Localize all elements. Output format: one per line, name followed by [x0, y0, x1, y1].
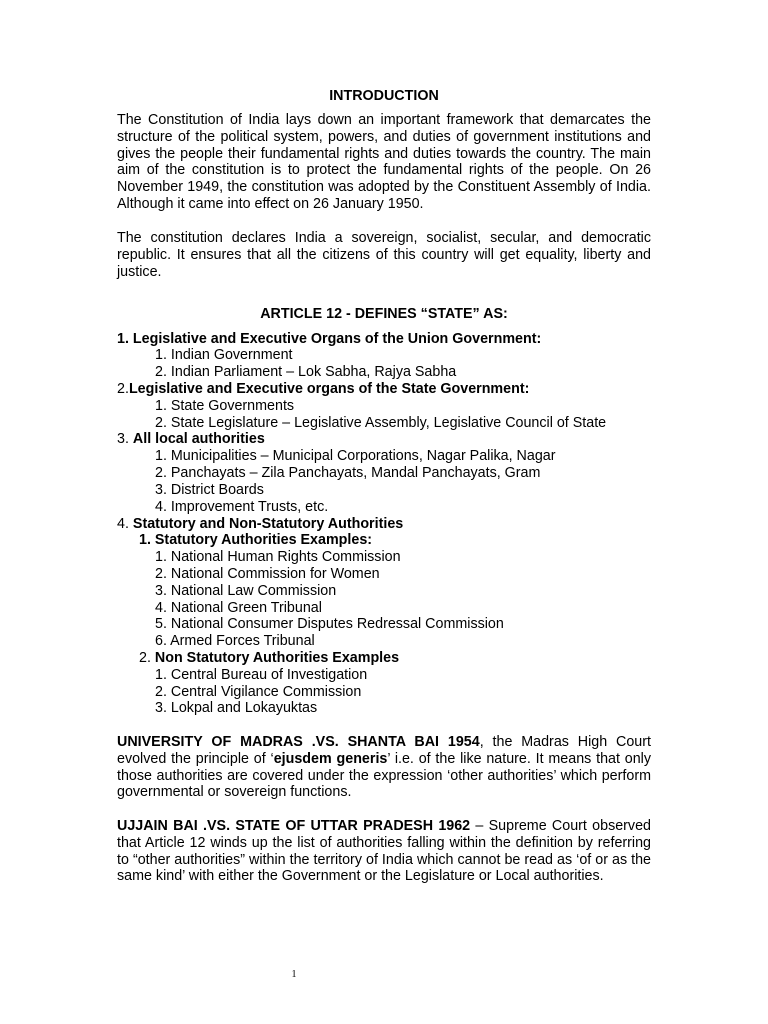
list-item: 4. Improvement Trusts, etc. — [155, 499, 329, 515]
list-item: 6. Armed Forces Tribunal — [155, 633, 315, 649]
intro-title: INTRODUCTION — [329, 88, 439, 104]
section-number: 2. — [117, 381, 129, 397]
section-number: 3. — [117, 431, 133, 447]
case-name: UJJAIN BAI .VS. STATE OF UTTAR PRADESH 1962 — [117, 818, 471, 834]
section-number: 4. — [117, 516, 133, 532]
article-title: ARTICLE 12 - DEFINES “STATE” AS: — [260, 306, 508, 322]
subsection-4a-heading: 1. Statutory Authorities Examples: — [139, 532, 373, 548]
list-item: 1. Municipalities – Municipal Corporations, Nagar Palika, Nagar — [155, 448, 556, 464]
list-item: 3. National Law Commission — [155, 583, 337, 599]
list-item: 2. State Legislature – Legislative Assembly, Legislative Council of State — [155, 415, 607, 431]
list-item: 1. Indian Government — [155, 347, 293, 363]
section-title: Statutory and Non-Statutory Authorities — [132, 516, 404, 532]
intro-paragraph-1: The Constitution of India lays down an important framework that demarcates the structure of the political system, powers, and duties of government institutions and gives the people their fundamental rights and duties towards the country. The main aim of the constitution is to protect the fundamental rights of the people. On 26 November 1949, the constitution was adopted by the Constituent Assembly of India. Although it came into effect on 26 January 1950. — [117, 112, 651, 212]
section-title: Non Statutory Authorities Examples — [154, 650, 400, 666]
list-item: 2. National Commission for Women — [155, 566, 380, 582]
list-item: 2. Panchayats – Zila Panchayats, Mandal Panchayats, Gram — [155, 465, 541, 481]
case-term: ejusdem generis — [273, 750, 388, 767]
section-2-heading — [117, 381, 529, 398]
list-item: 1. National Human Rights Commission — [155, 549, 401, 565]
section-1-heading: 1. Legislative and Executive Organs of the Union Government: — [117, 331, 542, 347]
list-item: 3. Lokpal and Lokayuktas — [155, 700, 318, 716]
case-name: UNIVERSITY OF MADRAS .VS. SHANTA BAI 1954 — [117, 734, 480, 750]
section-title: All local authorities — [132, 431, 265, 447]
section-3-heading — [117, 431, 265, 448]
intro-paragraph-2: The constitution declares India a sovereign, socialist, secular, and democratic republic. It ensures that all the citizens of this country will get equality, liberty and justice. — [117, 230, 651, 280]
case-text: , the Madras High Court evolved the principle of ‘ — [117, 734, 651, 767]
list-item: 2. Indian Parliament – Lok Sabha, Rajya Sabha — [155, 364, 457, 380]
section-number: 2. — [139, 650, 155, 666]
section-4-heading — [117, 516, 403, 533]
case-text: ’ i.e. of the like nature. It means that only those authorities are covered under the expression ‘other authorities’ which perform governmental or sovereign functions. — [117, 750, 651, 801]
list-item: 4. National Green Tribunal — [155, 600, 322, 616]
list-item: 2. Central Vigilance Commission — [155, 684, 362, 700]
section-title: Legislative and Executive organs of the State Government: — [128, 381, 530, 397]
case-paragraph-2 — [117, 818, 651, 885]
case-paragraph-1 — [117, 734, 651, 801]
list-item: 1. Central Bureau of Investigation — [155, 667, 368, 683]
subsection-4b-heading — [139, 650, 399, 667]
list-item: 3. District Boards — [155, 482, 264, 498]
page-number: 1 — [291, 969, 297, 980]
list-item: 1. State Governments — [155, 398, 295, 414]
list-item: 5. National Consumer Disputes Redressal Commission — [155, 616, 504, 632]
case-text: – Supreme Court observed that Article 12 winds up the list of authorities falling within the definition by referring to “other authorities” within the territory of India which cannot be read as ‘of or as the same kind’ with either the Government or the Legislature or Local authorities. — [117, 818, 651, 885]
